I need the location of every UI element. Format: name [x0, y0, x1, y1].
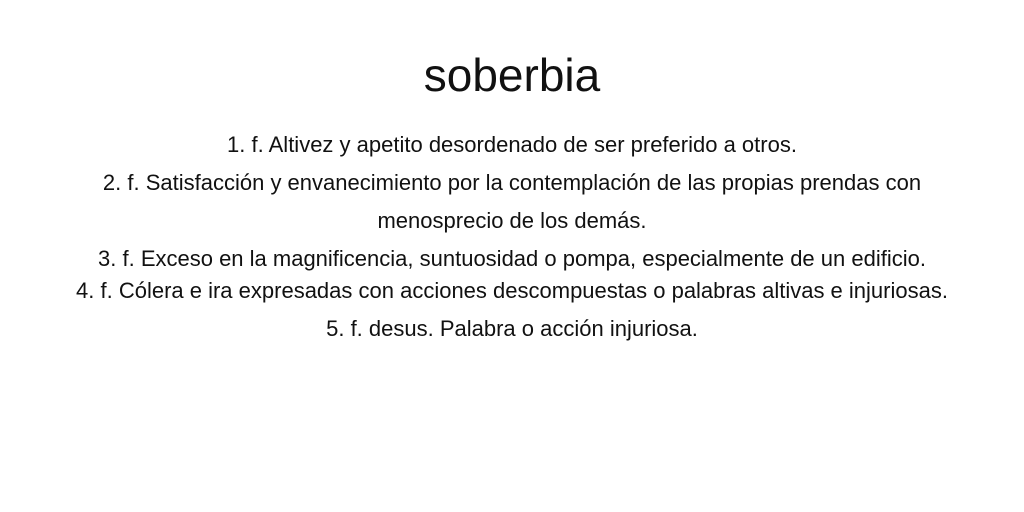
- definition-item: 1. f. Altivez y apetito desordenado de ser preferido a otros.: [227, 132, 797, 157]
- definition-item: 5. f. desus. Palabra o acción injuriosa.: [326, 316, 698, 341]
- headword: soberbia: [423, 49, 601, 101]
- definition-item: 2. f. Satisfacción y envanecimiento por la contemplación de las propias prendas con menosprecio de los demás.: [102, 170, 922, 233]
- definition-item: 4. f. Cólera e ira expresadas con acciones descompuestas o palabras altivas e injuriosas.: [76, 278, 948, 303]
- definition-list: [60, 126, 964, 348]
- definition-item: 3. f. Exceso en la magnificencia, suntuosidad o pompa, especialmente de un edificio.: [98, 246, 926, 271]
